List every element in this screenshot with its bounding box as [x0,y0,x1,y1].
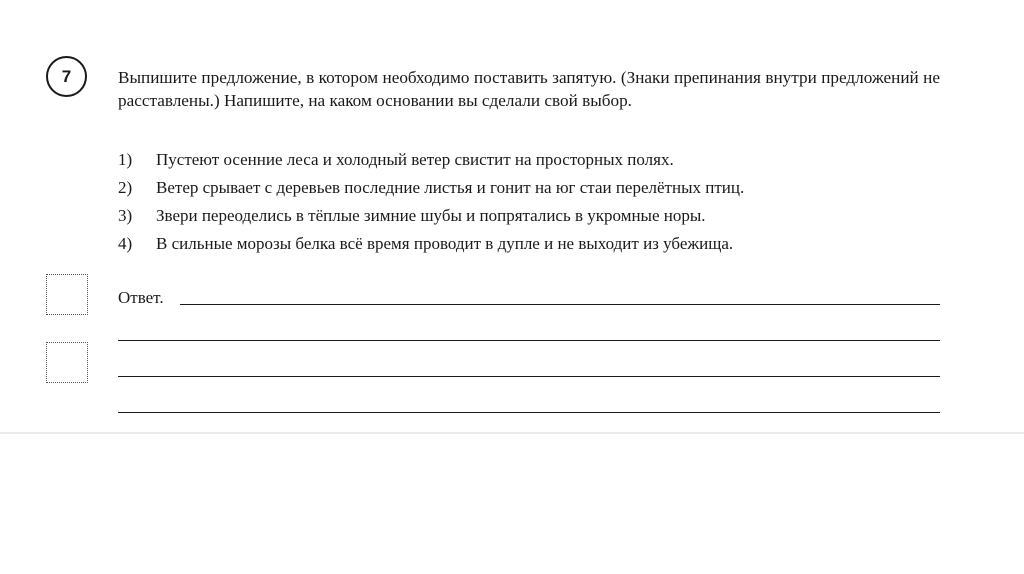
option-number: 2) [118,178,133,197]
option-number: 4) [118,234,133,253]
answer-line-4[interactable] [118,412,940,413]
answer-line-3[interactable] [118,376,940,377]
option-number: 1) [118,150,133,169]
answer-box-2[interactable] [46,342,88,383]
option-text: Звери переоделись в тёплые зимние шубы и попрятались в укромные норы. [156,206,706,225]
option-item-3 [118,202,940,230]
task-number: 7 [61,66,72,86]
answer-box-1[interactable] [46,274,88,315]
option-text: Ветер срывает с деревьев последние листья и гонит на юг стаи перелётных птиц. [156,178,745,197]
task-number-badge [46,56,87,97]
question-text: Выпишите предложение, в котором необходимо поставить запятую. (Знаки препинания внутри предложений не расставлены.) Напишите, на каком основании вы сделали свой выбор. [118,68,940,110]
option-item-1 [118,146,940,174]
answer-line-2[interactable] [118,340,940,341]
option-text: Пустеют осенние леса и холодный ветер свистит на просторных полях. [156,150,674,169]
option-item-2 [118,174,940,202]
answer-line-1[interactable] [180,304,940,305]
option-item-4 [118,230,940,258]
option-number: 3) [118,206,133,225]
answer-label: Ответ. [118,288,164,307]
blank-area [0,434,1024,574]
option-text: В сильные морозы белка всё время проводит в дупле и не выходит из убежища. [156,234,734,253]
options-list [118,146,940,258]
